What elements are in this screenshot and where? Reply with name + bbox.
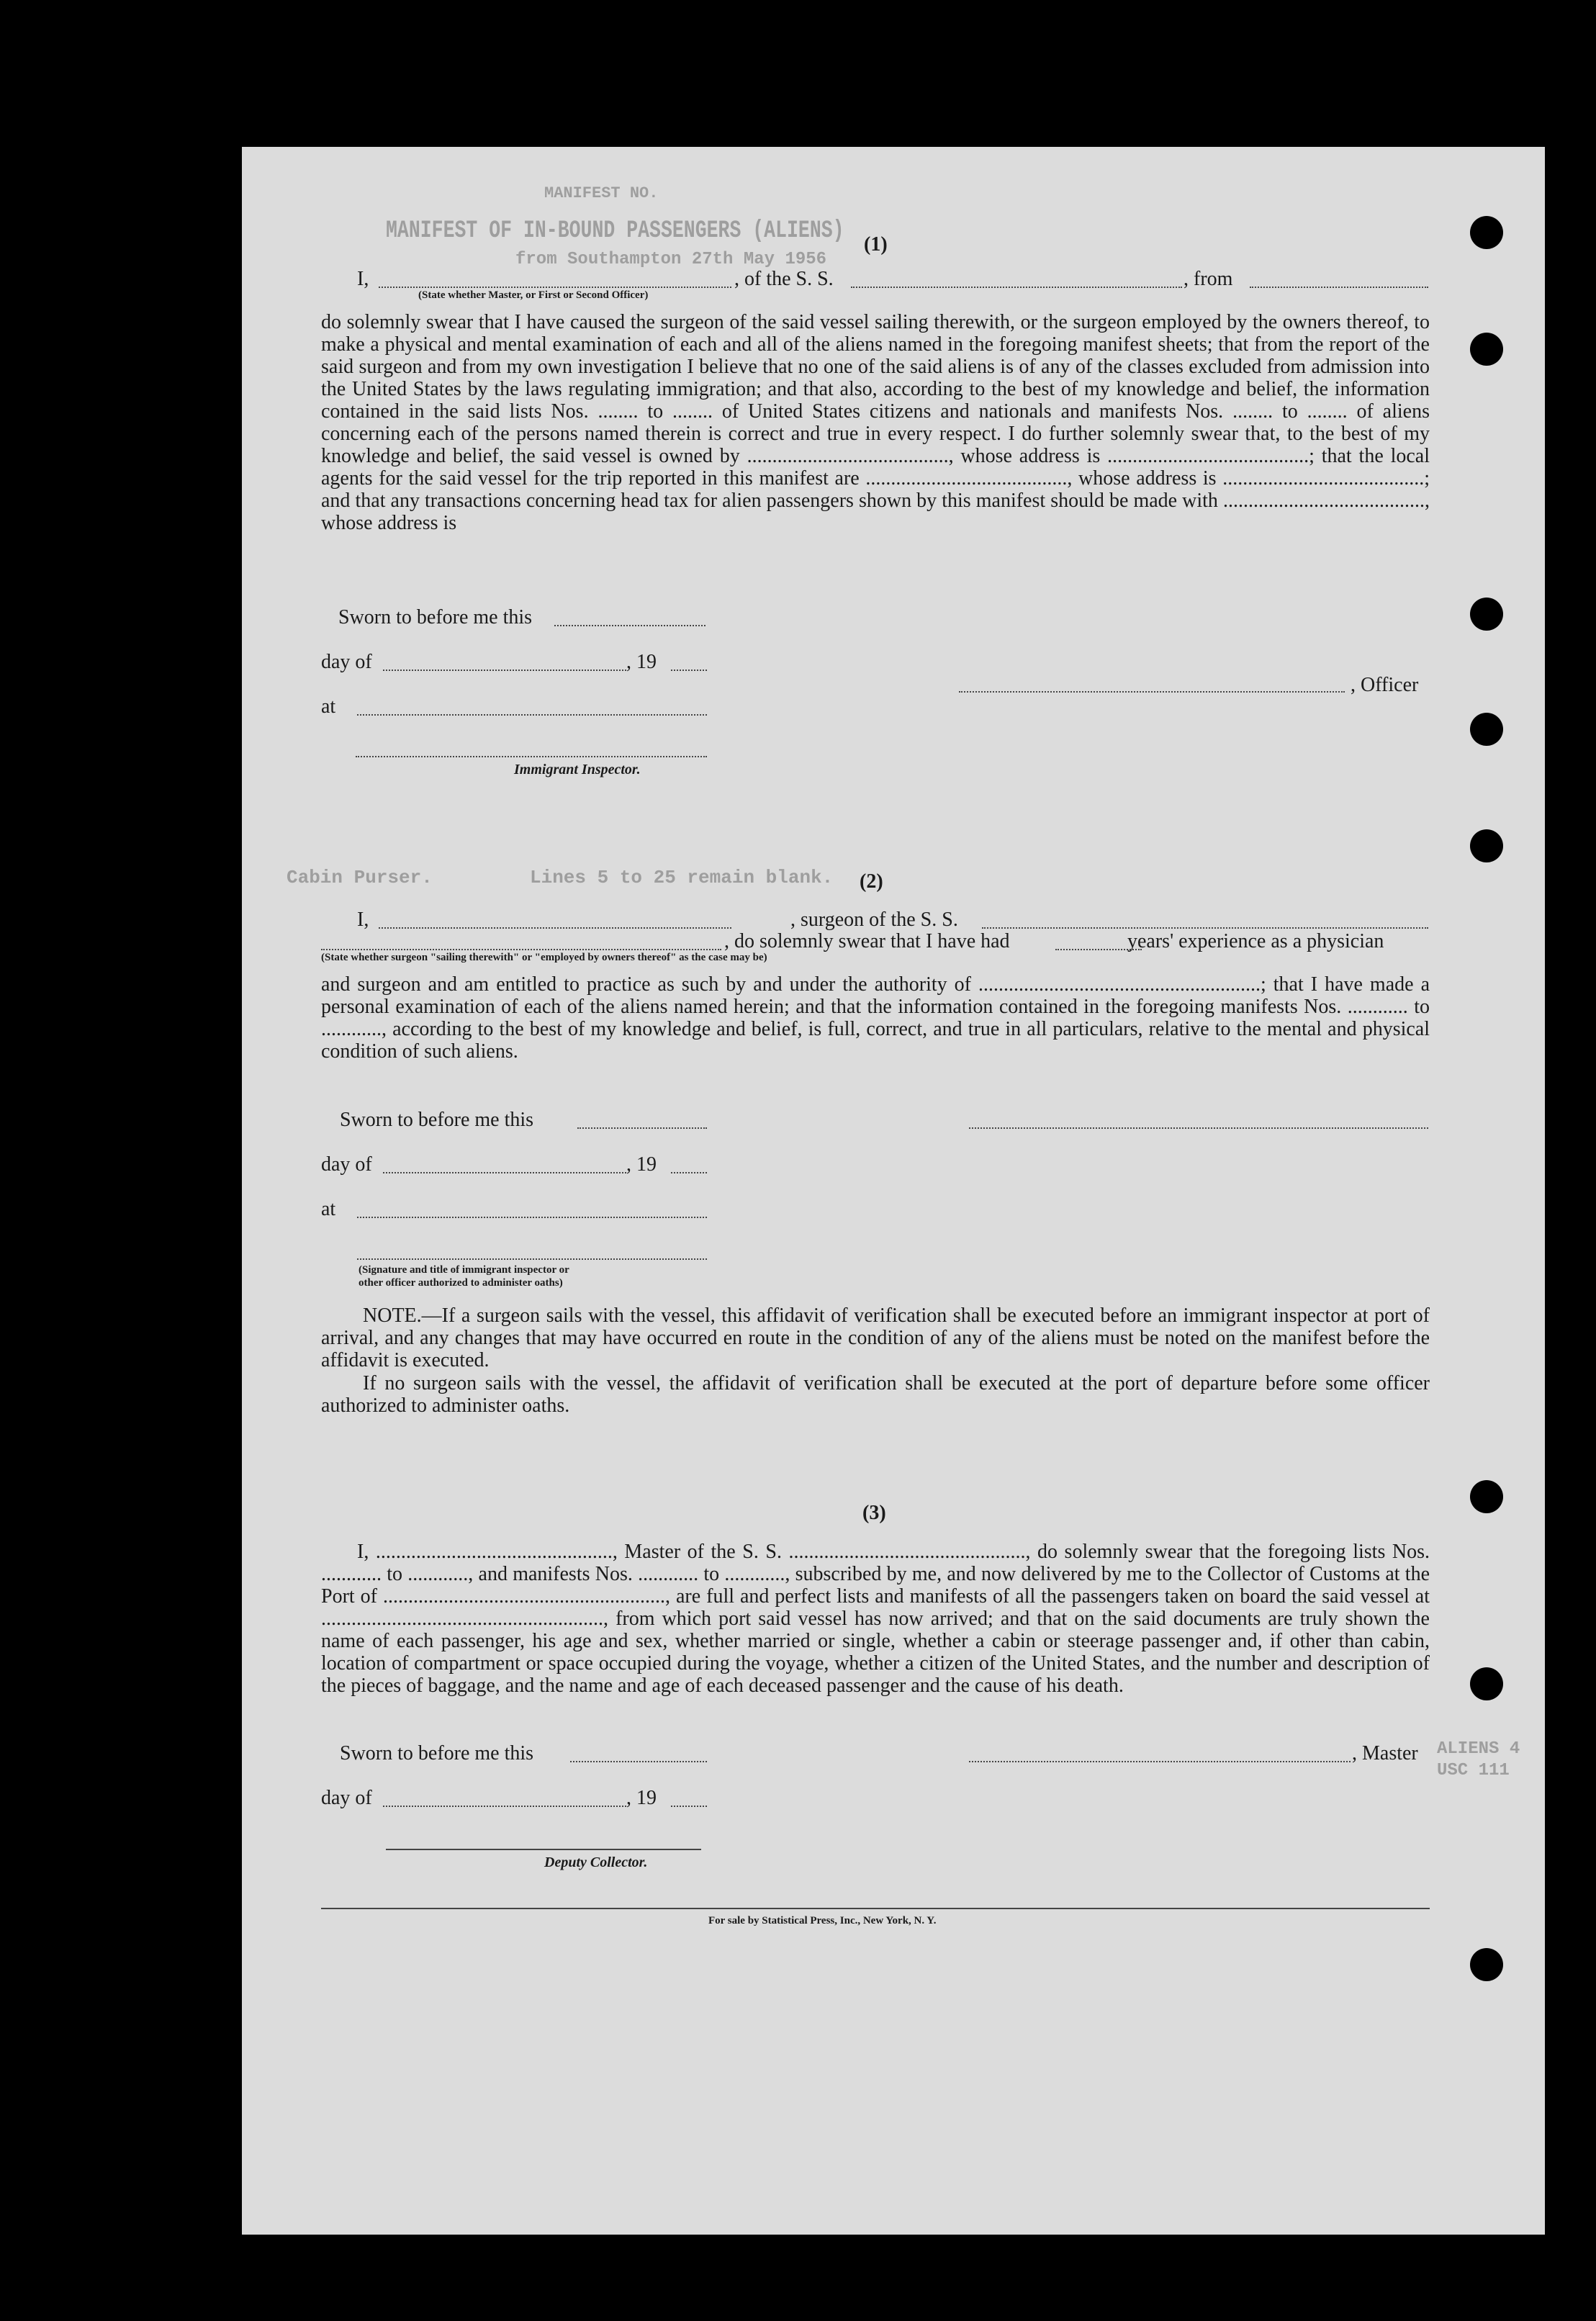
typed-lines-blank: Lines 5 to 25 remain blank.: [530, 867, 834, 888]
binder-hole: [1470, 333, 1503, 366]
s1-officer: , Officer: [1351, 674, 1419, 696]
s3-day-of: day of: [321, 1787, 372, 1809]
s2-sworn: Sworn to before me this: [340, 1109, 534, 1131]
s2-i-label: I,: [357, 909, 369, 931]
section-3-number: (3): [862, 1502, 886, 1524]
binder-hole: [1470, 1948, 1503, 1981]
s3-deputy: Deputy Collector.: [544, 1854, 648, 1870]
binder-hole: [1470, 216, 1503, 249]
s2-at: at: [321, 1198, 336, 1220]
section-3-paragraph: I, ..............................................., Master of the S. S. ..............................................., do solemnly swear that the foregoing lists Nos. ............ to ............, and manifests Nos. ............ to ............, subscribed by me, and now delivered by me to the Collector of Customs at the Port of ........................................................, are full and perfect lists and manifests of all the passengers taken on board the said vessel at ........................................................, from which port said vessel has now arrived; and that on the said documents are truly shown the name of each passenger, his age and sex, whether married or single, whether a cabin or steerage passenger and, if other than cabin, location of compartment or space occupied during the voyage, whether a citizen of the United States, and the number and description of the pieces of baggage, and the name and age of each deceased passenger and the cause of his death.: [321, 1541, 1430, 1697]
footer-printer: For sale by Statistical Press, Inc., New York, N. Y.: [708, 1915, 937, 1926]
s3-master: , Master: [1352, 1742, 1418, 1765]
binder-hole: [1470, 1480, 1503, 1513]
s2-years: years' experience as a physician: [1127, 930, 1384, 952]
s1-inspector: Immigrant Inspector.: [514, 762, 641, 778]
s1-of-ss: , of the S. S.: [734, 268, 834, 290]
s1-i-label: I,: [357, 268, 369, 290]
faint-manifest-title: MANIFEST OF IN-BOUND PASSENGERS (ALIENS): [386, 217, 844, 245]
section-1-paragraph: do solemnly swear that I have caused the surgeon of the said vessel sailing therewith, or the surgeon employed by the owners thereof, to make a physical and mental examination of each and all of the aliens named in the foregoing manifest sheets; that from the report of the said surgeon and from my own investigation I believe that no one of the said aliens is of any of the classes excluded from admission into the United States by the laws regulating immigration; and that also, according to the best of my knowledge and belief, the information contained in the said lists Nos. ........ to ........ of United States citizens and nationals and manifests Nos. ........ to ........ of aliens concerning each of the persons named therein is correct and true in every respect. I do further solemnly swear that, to the best of my knowledge and belief, the said vessel is owned by ........................................, whose address is ........................................; that the local agents for the said vessel for the trip reported in this manifest are ........................................, whose address is ........................................; and that any transactions concerning head tax for alien passengers shown by this manifest should be made with ........................................, whose address is: [321, 311, 1430, 534]
s2-day-of: day of: [321, 1153, 372, 1176]
s2-note: [321, 1304, 1430, 1371]
s2-sig-note-2: other officer authorized to administer oaths): [359, 1277, 563, 1289]
manifest-page: [242, 147, 1545, 2235]
s1-sworn: Sworn to before me this: [338, 606, 533, 628]
s2-note-2: If no surgeon sails with the vessel, the affidavit of verification shall be executed at the port of departure before some officer authorized to administer oaths.: [321, 1372, 1430, 1417]
typed-cabin-purser: Cabin Purser.: [287, 867, 433, 888]
binder-hole: [1470, 1667, 1503, 1700]
section-2-paragraph: and surgeon and am entitled to practice as such by and under the authority of ........................................................; that I have made a personal examination of each of the aliens named herein; and that the information contained in the foregoing manifests Nos. ............ to ............, according to the best of my knowledge and belief, is full, correct, and true in all particulars, relative to the mental and physical condition of such aliens.: [321, 973, 1430, 1063]
stamp-usc: USC 111: [1437, 1761, 1510, 1780]
binder-hole: [1470, 829, 1503, 862]
s2-note-label: NOTE.: [363, 1304, 422, 1327]
faint-manifest-no: MANIFEST NO.: [544, 184, 659, 202]
s2-nineteen: , 19: [626, 1153, 657, 1176]
s2-note-1: —If a surgeon sails with the vessel, this affidavit of verification shall be executed before an immigrant inspector at port of arrival, and any changes that may have occurred en route in the condition of any of the aliens must be noted on the manifest before the affidavit is executed.: [321, 1304, 1430, 1371]
binder-hole: [1470, 598, 1503, 631]
s1-from: , from: [1184, 268, 1233, 290]
binder-hole: [1470, 713, 1503, 746]
stamp-aliens: ALIENS 4: [1437, 1739, 1520, 1759]
s1-day-of: day of: [321, 651, 372, 673]
s2-surgeon-of: , surgeon of the S. S.: [790, 909, 958, 931]
s2-sig-note-1: (Signature and title of immigrant inspector or: [359, 1264, 569, 1276]
s2-state-note: (State whether surgeon "sailing therewith" or "employed by owners thereof" as the case may be): [321, 952, 767, 963]
faint-sailing: from Southampton 27th May 1956: [515, 250, 827, 269]
s1-nineteen: , 19: [626, 651, 657, 673]
s2-swear: , do solemnly swear that I have had: [724, 930, 1010, 952]
s3-nineteen: , 19: [626, 1787, 657, 1809]
s1-at: at: [321, 695, 336, 718]
section-2-number: (2): [860, 870, 883, 893]
s1-state-note: (State whether Master, or First or Second Officer): [418, 289, 649, 301]
section-1-number: (1): [864, 233, 888, 256]
s3-sworn: Sworn to before me this: [340, 1742, 534, 1765]
